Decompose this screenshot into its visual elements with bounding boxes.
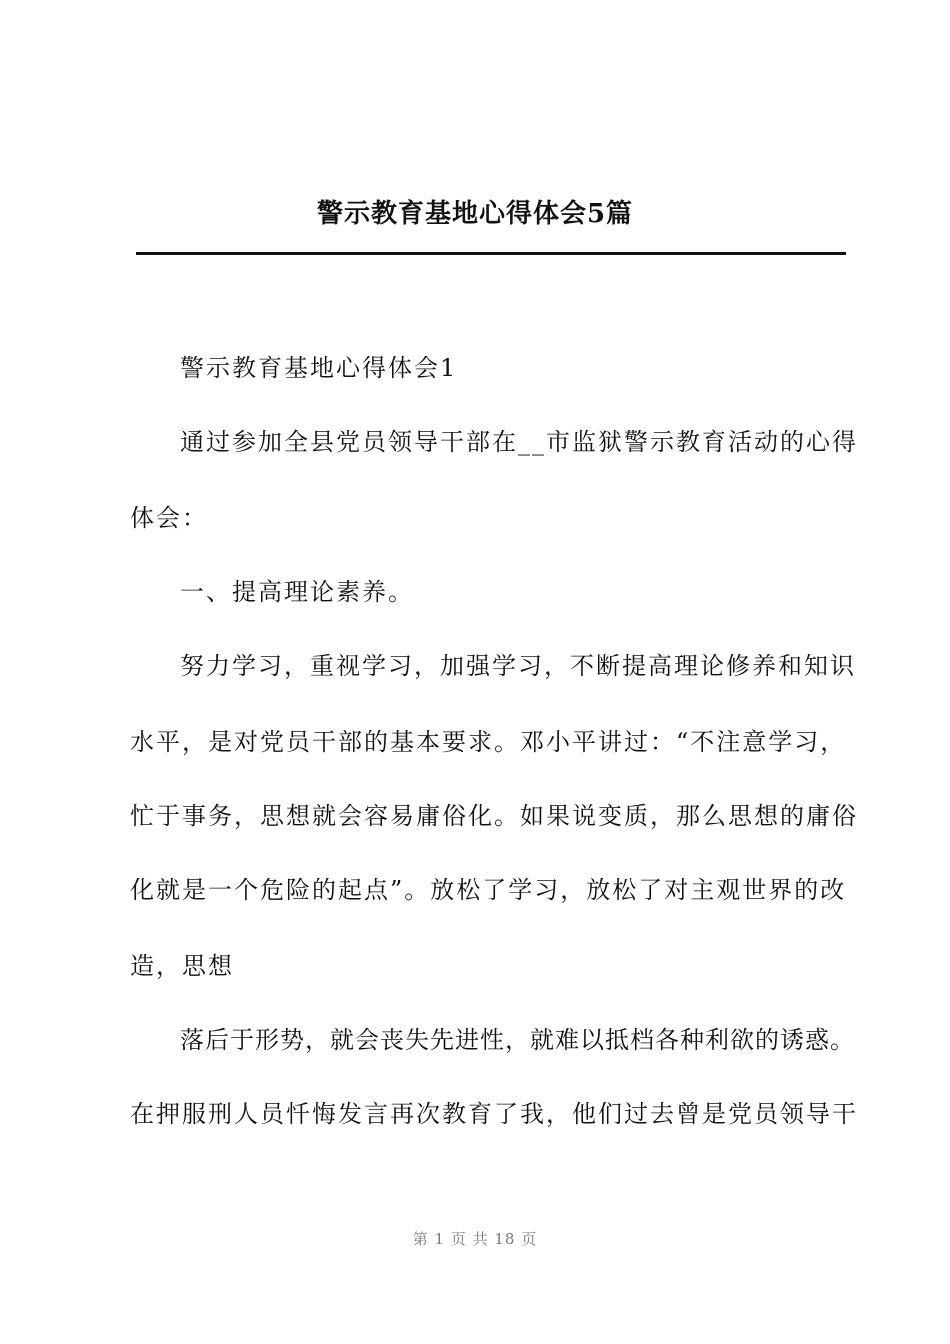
subheading: 一、提高理论素养。 xyxy=(180,578,414,606)
paragraph-line: 努力学习，重视学习，加强学习，不断提高理论修养和知识 xyxy=(180,652,856,680)
paragraph-line: 体会： xyxy=(130,504,208,532)
paragraph-line: 水平，是对党员干部的基本要求。邓小平讲过：“不注意学习， xyxy=(130,728,847,756)
paragraph-line: 化就是一个危险的起点”。放松了学习，放松了对主观世界的改 xyxy=(130,876,847,904)
paragraph-line: 造，思想 xyxy=(130,952,234,980)
paragraph-line: 通过参加全县党员领导干部在__市监狱警示教育活动的心得 xyxy=(180,428,858,456)
paragraph-line: 忙于事务，思想就会容易庸俗化。如果说变质，那么思想的庸俗 xyxy=(130,802,858,830)
document-title: 警示教育基地心得体会5篇 xyxy=(316,199,634,229)
title-divider xyxy=(136,252,846,255)
paragraph-line: 落后于形势，就会丧失先进性，就难以抵档各种利欲的诱惑。 xyxy=(180,1026,855,1054)
section-heading: 警示教育基地心得体会1 xyxy=(180,354,458,382)
paragraph-line: 在押服刑人员忏悔发言再次教育了我，他们过去曾是党员领导干 xyxy=(130,1100,858,1128)
page-number-footer: 第 1 页 共 18 页 xyxy=(412,1230,538,1248)
